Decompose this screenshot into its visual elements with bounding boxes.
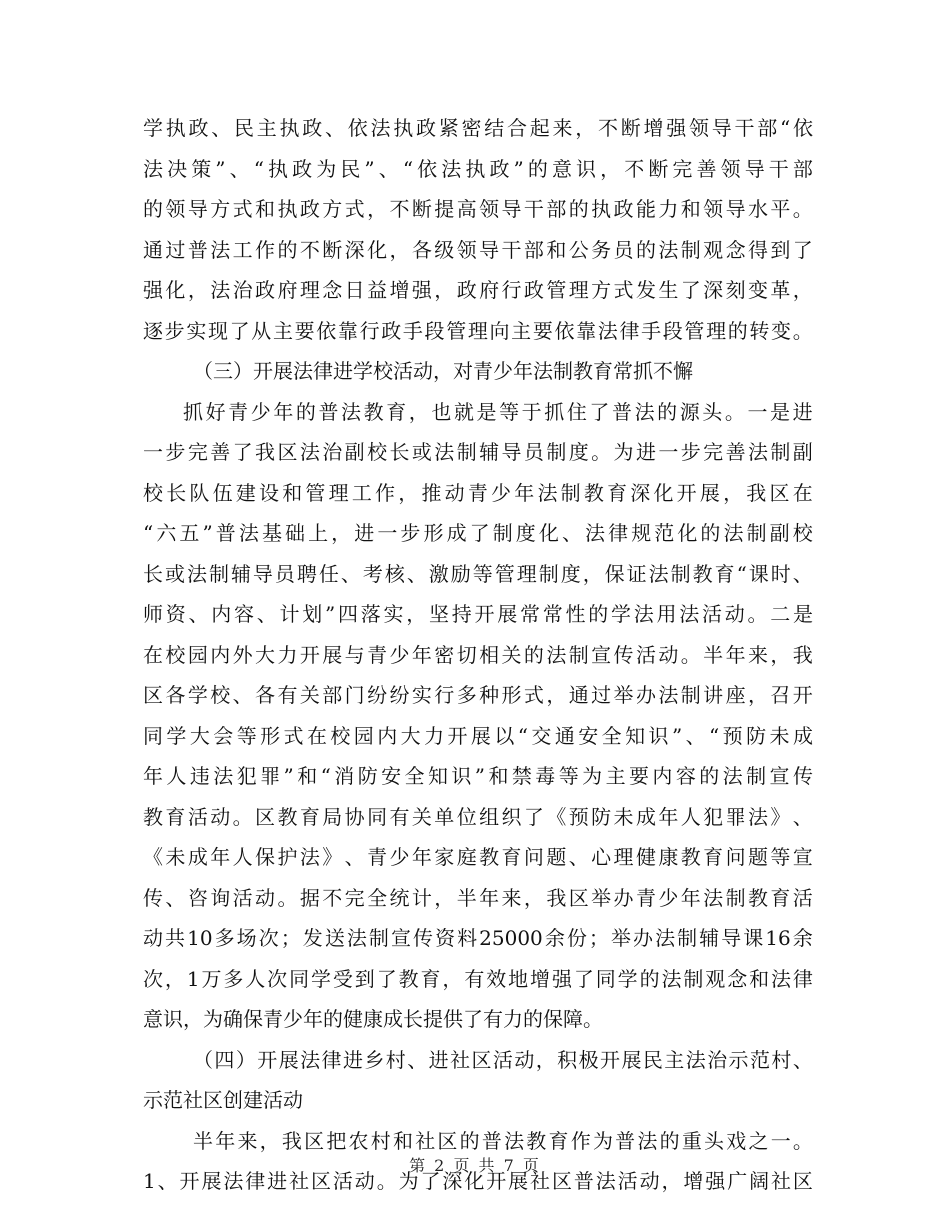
text-line: 次 ， 1 万 多 人 次 同 学 受 到 了 教 育 ， 有 效 地 增 强 了 同 学 的 法 制 观 念 和 法 律 <box>143 966 813 991</box>
text-line: 动 共 10 多 场 次 ； 发 送 法 制 宣 传 资 料 25000 余 份 ； 举 办 法 制 辅 导 课 16 余 <box>143 926 813 950</box>
document-body <box>143 108 813 1202</box>
section-heading-4: （ 四 ） 开 展 法 律 进 乡 村 、 进 社 区 活 动 ， 积 极 开 展 民 主 法 治 示 范 村 、 <box>193 1047 813 1072</box>
text-line: 校 长 队 伍 建 设 和 管 理 工 作 ， 推 动 青 少 年 法 制 教 育 深 化 开 展 ， 我 区 在 <box>143 480 813 505</box>
section-heading-4-continued: 示范社区创建活动 <box>143 1088 303 1112</box>
text-line: 长 或 法 制 辅 导 员 聘 任 、 考 核 、 激 励 等 管 理 制 度 ， 保 证 法 制 教 育 “ 课 时 、 <box>143 561 813 586</box>
text-line: 师 资 、 内 容 、 计 划 ” 四 落 实 ， 坚 持 开 展 常 常 性 的 学 法 用 法 活 动 。 二 是 <box>143 602 813 626</box>
text-line: 同 学 大 会 等 形 式 在 校 园 内 大 力 开 展 以 “ 交 通 安 全 知 识 ” 、 “ 预 防 未 成 <box>143 723 813 748</box>
text-line: 强 化 ， 法 治 政 府 理 念 日 益 增 强 ， 政 府 行 政 管 理 方 式 发 生 了 深 刻 变 革 ， <box>143 278 813 302</box>
paragraph-last-line: 意识，为确保青少年的健康成长提供了有力的保障。 <box>143 1007 603 1031</box>
text-line: 《 未 成 年 人 保 护 法 》 、 青 少 年 家 庭 教 育 问 题 、 心 理 健 康 教 育 问 题 等 宣 <box>143 845 813 869</box>
text-line: 通 过 普 法 工 作 的 不 断 深 化 ， 各 级 领 导 干 部 和 公 务 员 的 法 制 观 念 得 到 了 <box>143 237 813 262</box>
text-line: 在 校 园 内 外 大 力 开 展 与 青 少 年 密 切 相 关 的 法 制 宣 传 活 动 。 半 年 来 ， 我 <box>143 642 813 667</box>
text-line: 区 各 学 校 、 各 有 关 部 门 纷 纷 实 行 多 种 形 式 ， 通 过 举 办 法 制 讲 座 ， 召 开 <box>143 683 813 707</box>
page-number-footer: 第 2 页 共 7 页 <box>409 1156 541 1175</box>
text-line: 一 步 完 善 了 我 区 法 治 副 校 长 或 法 制 辅 导 员 制 度 。 为 进 一 步 完 善 法 制 副 <box>143 440 813 464</box>
text-line: 教 育 活 动 。 区 教 育 局 协 同 有 关 单 位 组 织 了 《 预 防 未 成 年 人 犯 罪 法 》 、 <box>143 804 813 829</box>
text-line: “ 六 五 ” 普 法 基 础 上 ， 进 一 步 形 成 了 制 度 化 、 法 律 规 范 化 的 法 制 副 校 <box>143 521 813 545</box>
text-line: 的 领 导 方 式 和 执 政 方 式 ， 不 断 提 高 领 导 干 部 的 执 政 能 力 和 领 导 水 平 。 <box>143 197 813 221</box>
text-line: 逐 步 实 现 了 从 主 要 依 靠 行 政 手 段 管 理 向 主 要 依 靠 法 律 手 段 管 理 的 转 变 。 <box>143 318 813 343</box>
text-line: 法 决 策 ” 、 “ 执 政 为 民 ” 、 “ 依 法 执 政 ” 的 意 识 ， 不 断 完 善 领 导 干 部 <box>143 156 813 181</box>
text-line: 1 、 开 展 法 律 进 社 区 活 动 。 为 了 深 化 开 展 社 区 普 法 活 动 ， 增 强 广 阔 社 区 <box>143 1169 813 1193</box>
section-heading-3: （三）开展法律进学校活动，对青少年法制教育常抓不懈 <box>193 359 693 383</box>
text-line: 年 人 违 法 犯 罪 ” 和 “ 消 防 安 全 知 识 ” 和 禁 毒 等 为 主 要 内 容 的 法 制 宣 传 <box>143 764 813 788</box>
paragraph-first-line: 半 年 来 ， 我 区 把 农 村 和 社 区 的 普 法 教 育 作 为 普 法 的 重 头 戏 之 一 。 <box>193 1128 813 1153</box>
paragraph-first-line: 抓 好 青 少 年 的 普 法 教 育 ， 也 就 是 等 于 抓 住 了 普 法 的 源 头 。 一 是 进 <box>183 399 813 424</box>
text-line: 学 执 政 、 民 主 执 政 、 依 法 执 政 紧 密 结 合 起 来 ， 不 断 增 强 领 导 干 部 “ 依 <box>143 116 813 140</box>
text-line: 传 、 咨 询 活 动 。 据 不 完 全 统 计 ， 半 年 来 ， 我 区 举 办 青 少 年 法 制 教 育 活 <box>143 885 813 910</box>
